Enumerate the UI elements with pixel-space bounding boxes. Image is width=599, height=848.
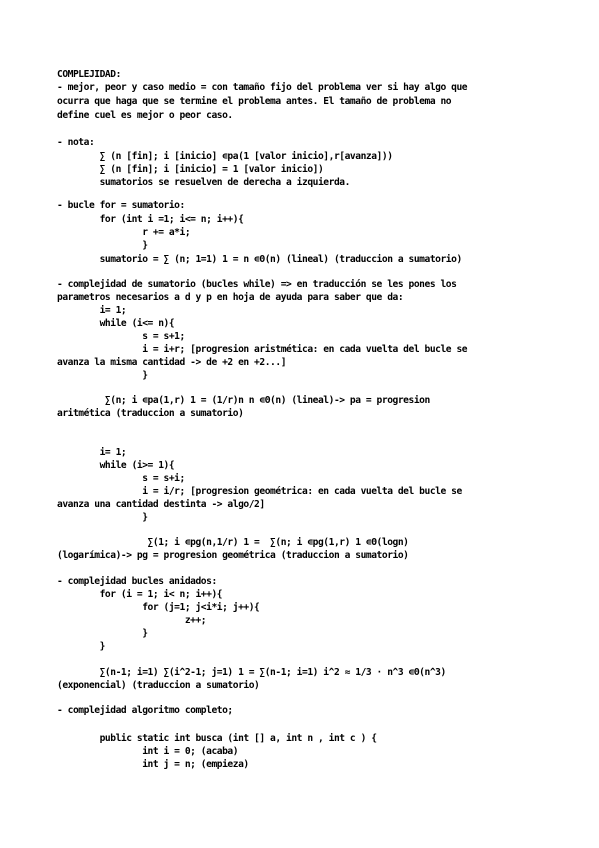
text-line: int j = n; (empieza) [57,759,249,770]
text-line: public static int busca (int [] a, int n , int c ) { [57,733,377,744]
text-line: ∑(n; i ∊pa(1,r) 1 = (1/r)n n ∊Θ(n) (lineal)-> pa = progresion [57,395,430,406]
text-line: s = s+1; [57,331,185,342]
text-line: (exponencial) (traduccion a sumatorio) [57,680,260,691]
text-line: for (j=1; j<i*i; j++){ [57,602,260,613]
text-line: parametros necesarios a d y p en hoja de ayuda para saber que da: [57,292,404,303]
text-line: i= 1; [57,447,127,458]
text-line: while (i<= n){ [57,318,175,329]
text-line: avanza la misma cantidad -> de +2 en +2...] [57,357,287,368]
text-line: - complejidad algoritmo completo; [57,705,233,716]
text-line: sumatorio = ∑ (n; 1=1) 1 = n ∊Θ(n) (lineal) (traduccion a sumatorio) [57,254,462,265]
text-line: for (i = 1; i< n; i++){ [57,589,223,600]
text-line: while (i>= 1){ [57,460,175,471]
text-line: - nota: [57,137,95,148]
text-line: ∑(1; i ∊pg(n,1/r) 1 = ∑(n; i ∊pg(1,r) 1 ∊Θ(logn) [57,537,409,548]
text-line: sumatorios se resuelven de derecha a izquierda. [57,177,350,188]
text-line: i= 1; [57,305,127,316]
text-line: (logarímica)-> pg = progresion geométrica (traduccion a sumatorio) [57,550,409,561]
text-line: ocurra que haga que se termine el problema antes. El tamaño de problema no [57,96,452,107]
text-line: define cuel es mejor o peor caso. [57,110,233,121]
text-line: - mejor, peor y caso medio = con tamaño fijo del problema ver si hay algo que [57,82,468,93]
text-line: for (int i =1; i<= n; i++){ [57,214,244,225]
text-line: COMPLEJIDAD: [57,69,121,80]
text-line: } [57,641,105,652]
text-line: } [57,628,148,639]
text-line: z++; [57,615,207,626]
text-line: i = i+r; [progresion aristmética: en cada vuelta del bucle se [57,344,468,355]
text-line: i = i/r; [progresion geométrica: en cada vuelta del bucle se [57,486,462,497]
text-line: } [57,512,148,523]
text-line: - complejidad de sumatorio (bucles while) => en traducción se les pones los [57,279,457,290]
text-line: ∑ (n [fin]; i [inicio] = 1 [valor inicio]) [57,164,324,175]
text-line: aritmética (traduccion a sumatorio) [57,408,244,419]
text-line: r += a*i; [57,227,191,238]
text-line: int i = 0; (acaba) [57,746,239,757]
text-line: s = s+i; [57,473,185,484]
text-line: ∑ (n [fin]; i [inicio] ∊pa(1 [valor inicio],r[avanza])) [57,151,393,162]
text-line: - bucle for = sumatorio: [57,200,185,211]
text-line: ∑(n-1; i=1) ∑(i^2-1; j=1) 1 = ∑(n-1; i=1) i^2 ≈ 1/3 · n^3 ∊Θ(n^3) [57,667,446,678]
text-line: } [57,240,148,251]
text-line: } [57,370,148,381]
text-line: - complejidad bucles anidados: [57,576,217,587]
text-line: avanza una cantidad destinta -> algo/2] [57,499,265,510]
